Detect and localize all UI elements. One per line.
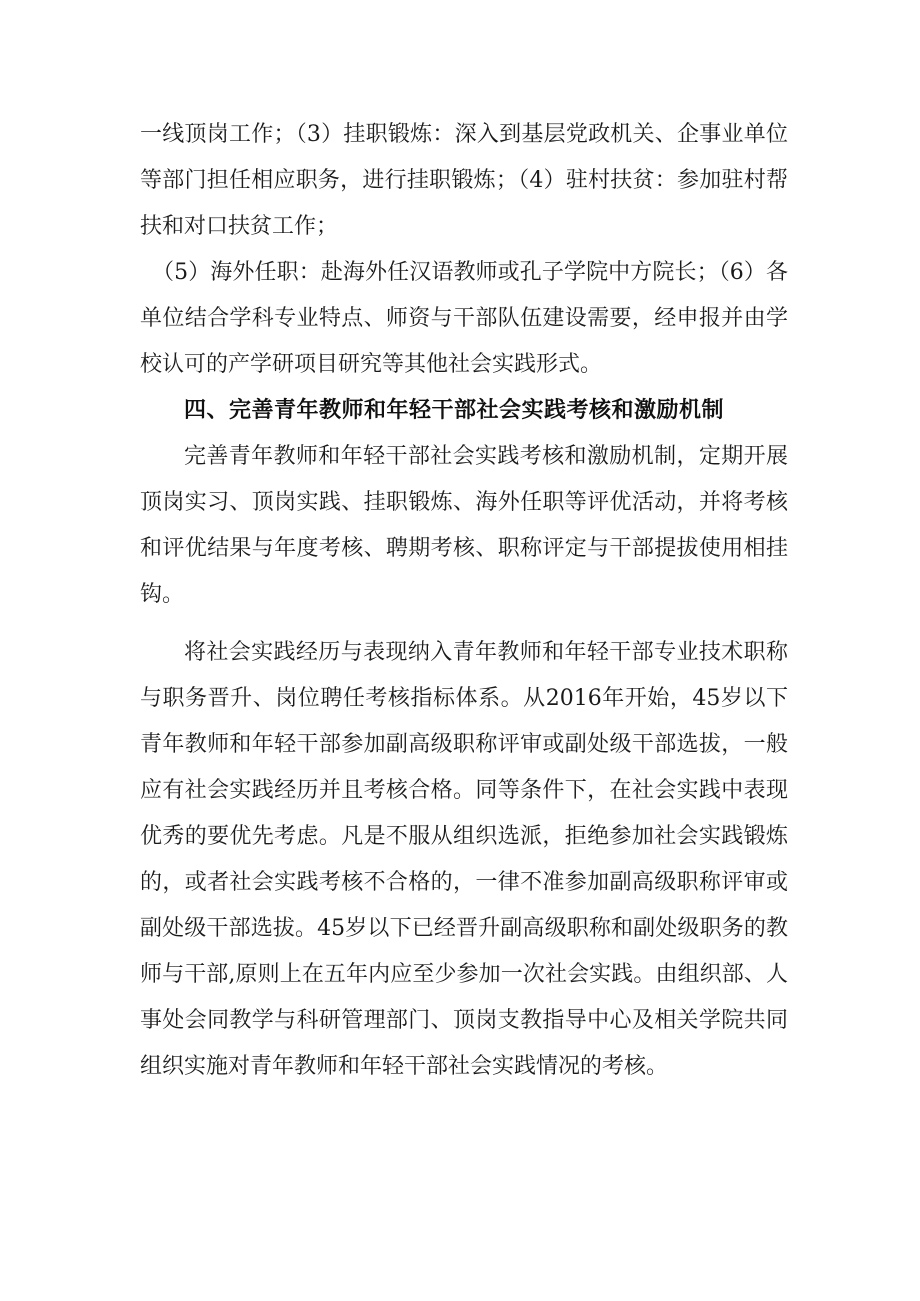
- paragraph-mechanism: 完善青年教师和年轻干部社会实践考核和激励机制，定期开展顶岗实习、顶岗实践、挂职锻炼、海外任职等评优活动，并将考核和评优结果与年度考核、聘期考核、职称评定与干部提拔使用相挂钩。: [140, 444, 788, 607]
- paragraph-item-5-6: （5）海外任职：赴海外任汉语教师或孔子学院中方院长；（6）各单位结合学科专业特点、师资与干部队伍建设需要，经申报并由学校认可的产学研项目研究等其他社会实践形式。: [140, 260, 788, 377]
- section-heading: 四、完善青年教师和年轻干部社会实践考核和激励机制: [184, 398, 725, 423]
- paragraph-evaluation-system: 将社会实践经历与表现纳入青年教师和年轻干部专业技术职称与职务晋升、岗位聘任考核指标体系。从2016年开始，45岁以下青年教师和年轻干部参加副高级职称评审或副处级干部选拔，一般应有社会实践经历并且考核合格。同等条件下，在社会实践中表现优秀的要优先考虑。凡是不服从组织选派，拒绝参加社会实践锻炼的，或者社会实践考核不合格的，一律不准参加副高级职称评审或副处级干部选拔。45岁以下已经晋升副高级职称和副处级职务的教师与干部,原则上在五年内应至少参加一次社会实践。由组织部、人事处会同教学与科研管理部门、顶岗支教指导中心及相关学院共同组织实施对青年教师和年轻干部社会实践情况的考核。: [140, 640, 788, 1079]
- document-body: [140, 112, 788, 1090]
- paragraph-continuation: 一线顶岗工作；（3）挂职锻炼：深入到基层党政机关、企事业单位等部门担任相应职务，进行挂职锻炼；（4）驻村扶贫：参加驻村帮扶和对口扶贫工作；: [140, 122, 788, 239]
